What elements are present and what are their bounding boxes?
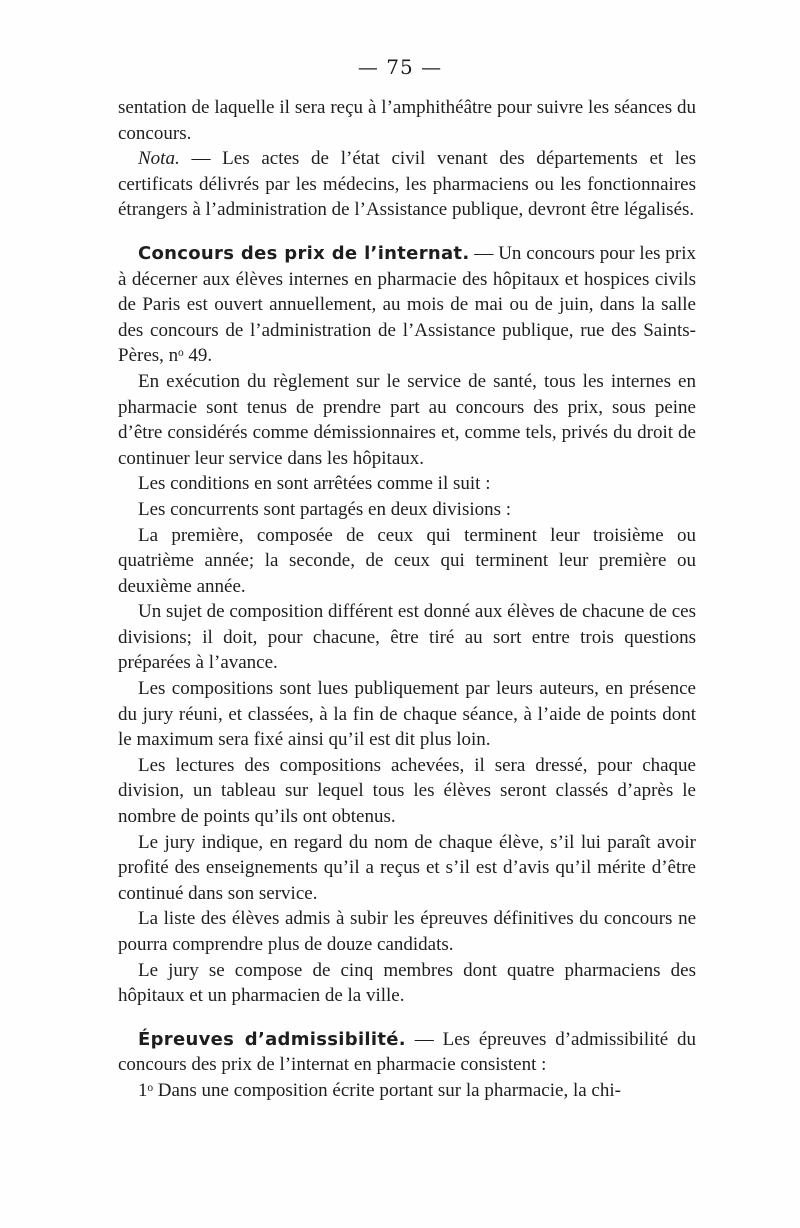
paragraph-premiere: La première, composée de ceux qui terminent leur troisième ou quatrième année; la seconde, de ceux qui terminent leur première ou deuxième année.	[118, 524, 696, 597]
nota-label: Nota.	[138, 148, 180, 170]
section-text-admissibilite: — Les épreuves d’admissibilité du concours des prix de l’internat en pharmacie consistent :	[118, 1028, 697, 1076]
paragraph-liste: La liste des élèves admis à subir les épreuves définitives du concours ne pourra comprendre plus de douze candidats.	[118, 908, 696, 955]
paragraph-concurrents: Les concurrents sont partagés en deux divisions :	[138, 498, 512, 520]
section-heading-concours: Concours des prix de l’internat.	[138, 242, 470, 264]
paragraph-conditions: Les conditions en sont arrêtées comme il suit :	[138, 473, 491, 495]
nota-text: — Les actes de l’état civil venant des départements et les certificats délivrés par les médecins, les pharmaciens ou les fonctionnaires étrangers à l’administration de l’Assistance publique, devront être légalisés.	[118, 148, 696, 221]
paragraph-continuation: sentation de laquelle il sera reçu à l’amphithéâtre pour suivre les séances du concours.	[118, 97, 696, 144]
paragraph-nota	[118, 146, 696, 223]
paragraph-jury-indique: Le jury indique, en regard du nom de chaque élève, s’il lui paraît avoir profité des enseignements qu’il a reçus et s’il est d’avis qu’il mérite d’être continué dans son service.	[118, 831, 696, 904]
paragraph-jury-compose: Le jury se compose de cinq membres dont quatre pharmaciens des hôpitaux et un pharmacien de la ville.	[118, 959, 696, 1007]
page-body	[118, 95, 696, 1104]
paragraph-lectures: Les lectures des compositions achevées, il sera dressé, pour chaque division, un tableau sur lequel tous les élèves seront classés d’après le nombre de points qu’ils ont obtenus.	[118, 754, 696, 828]
paragraph-section-admissibilite	[118, 1027, 696, 1078]
paragraph-section-concours	[118, 241, 696, 369]
paragraph-execution: En exécution du règlement sur le service de santé, tous les internes en pharmacie sont tenus de prendre part au concours des prix, sous peine d’être considérés comme démissionnaires et, comme tels, privés du droit de continuer leur service dans les hôpitaux.	[118, 370, 696, 469]
section-gap	[118, 1009, 696, 1027]
section-heading-admissibilite: Épreuves d’admissibilité.	[138, 1028, 406, 1050]
paragraph-compositions: Les compositions sont lues publiquement par leurs auteurs, en présence du jury réuni, et classées, à la fin de chaque séance, à l’aide de points dont le maximum sera fixé ainsi qu’il est dit plus loin.	[118, 678, 696, 751]
paragraph-item-1: 1ᵒ Dans une composition écrite portant sur la pharmacie, la chi-	[138, 1079, 621, 1101]
section-text-concours: — Un concours pour les prix à décerner aux élèves internes en pharmacie des hôpitaux et hospices civils de Paris est ouvert annuellement, au mois de mai ou de juin, dans la salle des concours de l’administration de l’Assistance publique, rue des Saints-Pères, nᵒ 49.	[118, 242, 696, 367]
page-number: — 75 —	[357, 55, 443, 79]
section-gap	[118, 223, 696, 241]
paragraph-sujet: Un sujet de composition différent est donné aux élèves de chacune de ces divisions; il doit, pour chacune, être tiré au sort entre trois questions préparées à l’avance.	[118, 601, 696, 674]
